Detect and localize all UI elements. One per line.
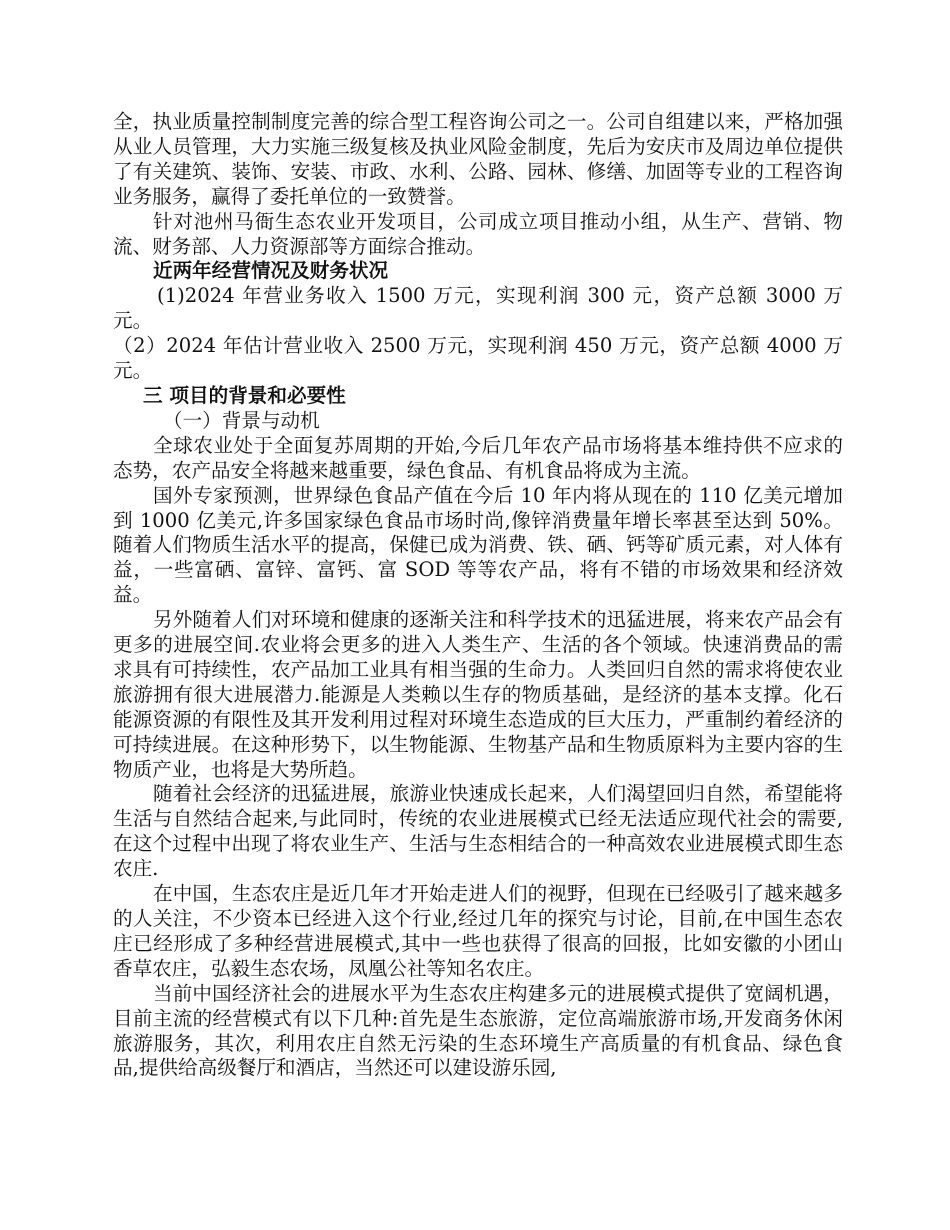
body-paragraph-4: 随着社会经济的迅猛进展，旅游业快速成长起来，人们渴望回归自然，希望能将生活与自然结合起来,与此同时，传统的农业进展模式已经无法适应现代社会的需要,在这个过程中出现了将农业生产、生活与生态相结合的一种高效农业进展模式即生态农庄. xyxy=(113,782,843,881)
subsection-1-title: （一）背景与动机 xyxy=(163,408,320,432)
body-paragraph-2: 国外专家预测，世界绿色食品产值在今后 10 年内将从现在的 110 亿美元增加到 1000 亿美元,许多国家绿色食品市场时尚,像锌消费量年增长率甚至达到 50%。随着人们物质生活水平的提高，保健已成为消费、铁、硒、钙等矿质元素，对人体有益，一些富硒、富锌、富钙、富 SOD 等等农产品，将有不错的市场效果和经济效益。 xyxy=(113,483,843,607)
project-team-paragraph: 针对池州马衙生态农业开发项目，公司成立项目推动小组，从生产、营销、物流、财务部、人力资源部等方面综合推动。 xyxy=(113,209,843,258)
body-paragraph-5: 在中国，生态农庄是近几年才开始走进人们的视野，但现在已经吸引了越来越多的人关注，不少资本已经进入这个行业,经过几年的探究与讨论，目前,在中国生态农庄已经形成了多种经营进展模式,其中一些也获得了很高的回报，比如安徽的小团山香草农庄，弘毅生态农场，凤凰公社等知名农庄。 xyxy=(113,882,843,980)
intro-continuation-paragraph: 全，执业质量控制制度完善的综合型工程咨询公司之一。公司自组建以来，严格加强从业人员管理，大力实施三级复核及执业风险金制度，先后为安庆市及周边单位提供了有关建筑、装饰、安装、市政、水利、公路、园林、修缮、加固等专业的工程咨询业务服务，赢得了委托单位的一致赞誉。 xyxy=(113,110,843,208)
section-3-title: 三 项目的背景和必要性 xyxy=(143,383,346,407)
document-page xyxy=(113,110,843,1081)
body-paragraph-6: 当前中国经济社会的进展水平为生态农庄构建多元的进展模式提供了宽阔机遇，目前主流的经营模式有以下几种:首先是生态旅游，定位高端旅游市场,开发商务休闲旅游服务，其次，利用农庄自然无污染的生态环境生产高质量的有机食品、绿色食品,提供给高级餐厅和酒店，当然还可以建设游乐园, xyxy=(113,981,843,1080)
finance-item-1: (1)2024 年营业务收入 1500 万元，实现利润 300 元，资产总额 3000 万元。 xyxy=(113,284,843,333)
finance-item-2: （2）2024 年估计营业收入 2500 万元，实现利润 450 万元，资产总额 4000 万元。 xyxy=(113,334,843,383)
finance-heading: 近两年经营情况及财务状况 xyxy=(153,259,389,283)
body-paragraph-3: 另外随着人们对环境和健康的逐渐关注和科学技术的迅猛进展，将来农产品会有更多的进展空间.农业将会更多的进入人类生产、生活的各个领域。快速消费品的需求具有可持续性，农产品加工业具有相当强的生命力。人类回归自然的需求将使农业旅游拥有很大进展潜力.能源是人类赖以生存的物质基础，是经济的基本支撑。化石能源资源的有限性及其开发利用过程对环境生态造成的巨大压力，严重制约着经济的可持续进展。在这种形势下，以生物能源、生物基产品和生物质原料为主要内容的生物质产业，也将是大势所趋。 xyxy=(113,608,843,781)
body-paragraph-1: 全球农业处于全面复苏周期的开始,今后几年农产品市场将基本维持供不应求的态势，农产品安全将越来越重要，绿色食品、有机食品将成为主流。 xyxy=(113,433,843,482)
